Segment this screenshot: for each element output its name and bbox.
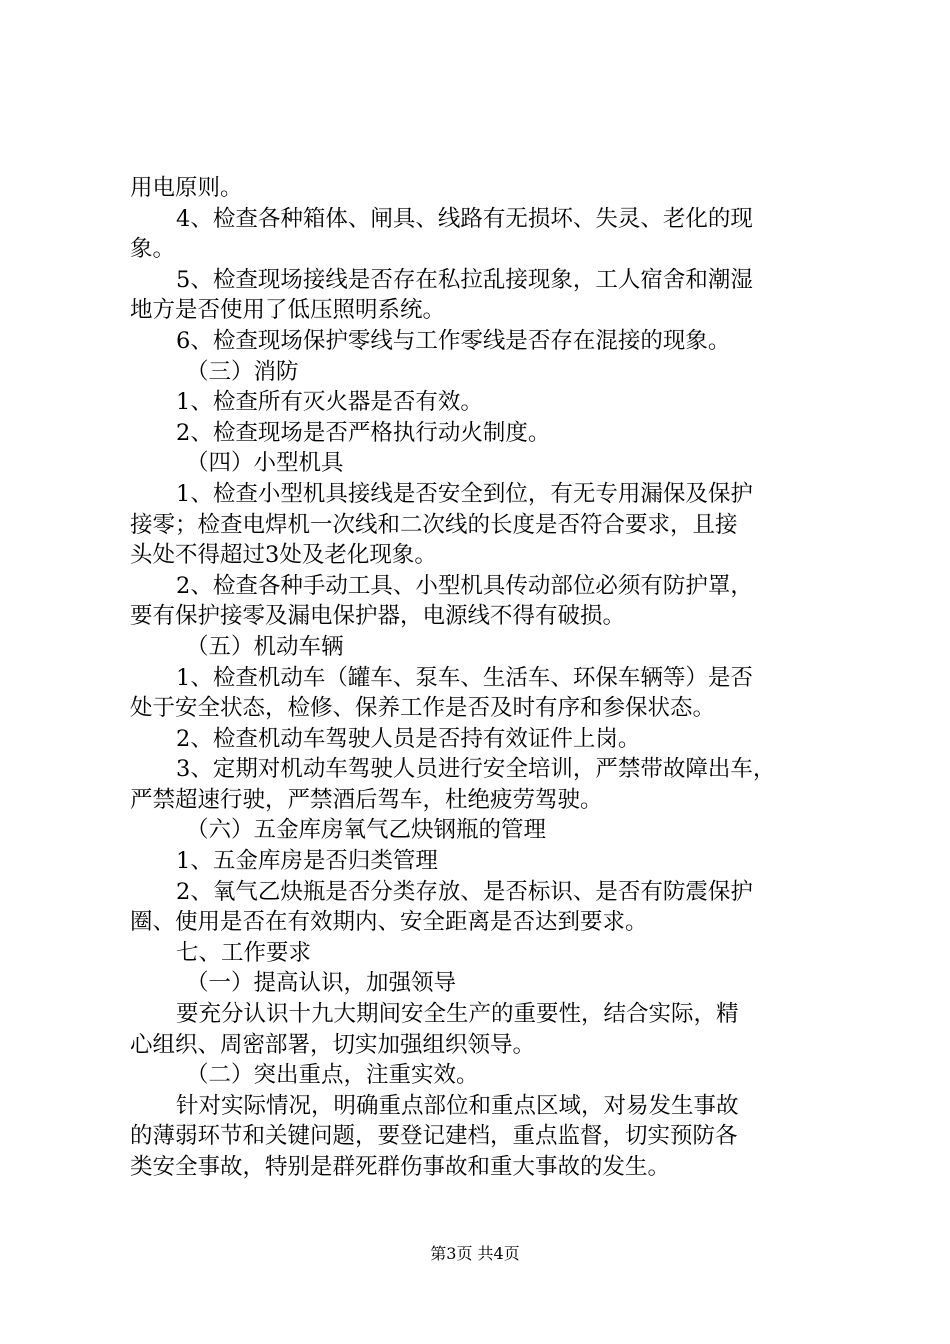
text-line: 2、检查机动车驾驶人员是否持有效证件上岗。 xyxy=(176,725,641,752)
text-line: 5、检查现场接线是否存在私拉乱接现象，工人宿舍和潮湿 xyxy=(176,266,753,293)
section-heading: （五）机动车辆 xyxy=(186,633,344,660)
section-heading: （二）突出重点，注重实效。 xyxy=(186,1062,479,1089)
text-line: 2、检查现场是否严格执行动火制度。 xyxy=(176,419,551,446)
text-line: 6、检查现场保护零线与工作零线是否存在混接的现象。 xyxy=(176,327,731,354)
text-line: 处于安全状态，检修、保养工作是否及时有序和参保状态。 xyxy=(130,695,716,722)
section-heading: （六）五金库房氧气乙炔钢瓶的管理 xyxy=(186,817,547,844)
text-line: 要有保护接零及漏电保护器，电源线不得有破损。 xyxy=(130,603,626,630)
text-line: 4、检查各种箱体、闸具、线路有无损坏、失灵、老化的现 xyxy=(176,205,753,232)
text-line: 接零；检查电焊机一次线和二次线的长度是否符合要求，且接 xyxy=(130,511,738,538)
text-line: 象。 xyxy=(130,236,176,263)
text-line: 1、五金库房是否归类管理 xyxy=(176,848,438,875)
text-line: 1、检查所有灭火器是否有效。 xyxy=(176,389,483,416)
section-heading: （一）提高认识，加强领导 xyxy=(186,970,457,997)
text-line: 2、检查各种手动工具、小型机具传动部位必须有防护罩， xyxy=(176,572,753,599)
text-line: 1、检查小型机具接线是否安全到位，有无专用漏保及保护 xyxy=(176,480,753,507)
text-line: 的薄弱环节和关键问题，要登记建档，重点监督，切实预防各 xyxy=(130,1123,738,1150)
text-line: 心组织、周密部署，切实加强组织领导。 xyxy=(130,1031,536,1058)
text-line: 圈、使用是否在有效期内、安全距离是否达到要求。 xyxy=(130,909,648,936)
body-text xyxy=(130,173,834,1183)
section-heading: （三）消防 xyxy=(186,358,299,385)
section-heading: （四）小型机具 xyxy=(186,450,344,477)
page-number-footer: 第3页 共4页 xyxy=(430,1244,520,1263)
text-line: 3、定期对机动车驾驶人员进行安全培训，严禁带故障出车， xyxy=(176,756,776,783)
text-line: 用电原则。 xyxy=(130,175,243,201)
section-heading: 七、工作要求 xyxy=(176,939,312,966)
text-line: 2、氧气乙炔瓶是否分类存放、是否标识、是否有防震保护 xyxy=(176,878,753,905)
text-line: 1、检查机动车（罐车、泵车、生活车、环保车辆等）是否 xyxy=(176,664,753,691)
text-line: 严禁超速行驶，严禁酒后驾车，杜绝疲劳驾驶。 xyxy=(130,786,603,813)
text-line: 头处不得超过3处及老化现象。 xyxy=(130,542,437,569)
text-line: 地方是否使用了低压照明系统。 xyxy=(130,297,446,324)
text-line: 针对实际情况，明确重点部位和重点区域，对易发生事故 xyxy=(176,1092,739,1119)
text-line: 要充分认识十九大期间安全生产的重要性，结合实际，精 xyxy=(176,1001,739,1028)
text-line: 类安全事故，特别是群死群伤事故和重大事故的发生。 xyxy=(130,1154,671,1180)
